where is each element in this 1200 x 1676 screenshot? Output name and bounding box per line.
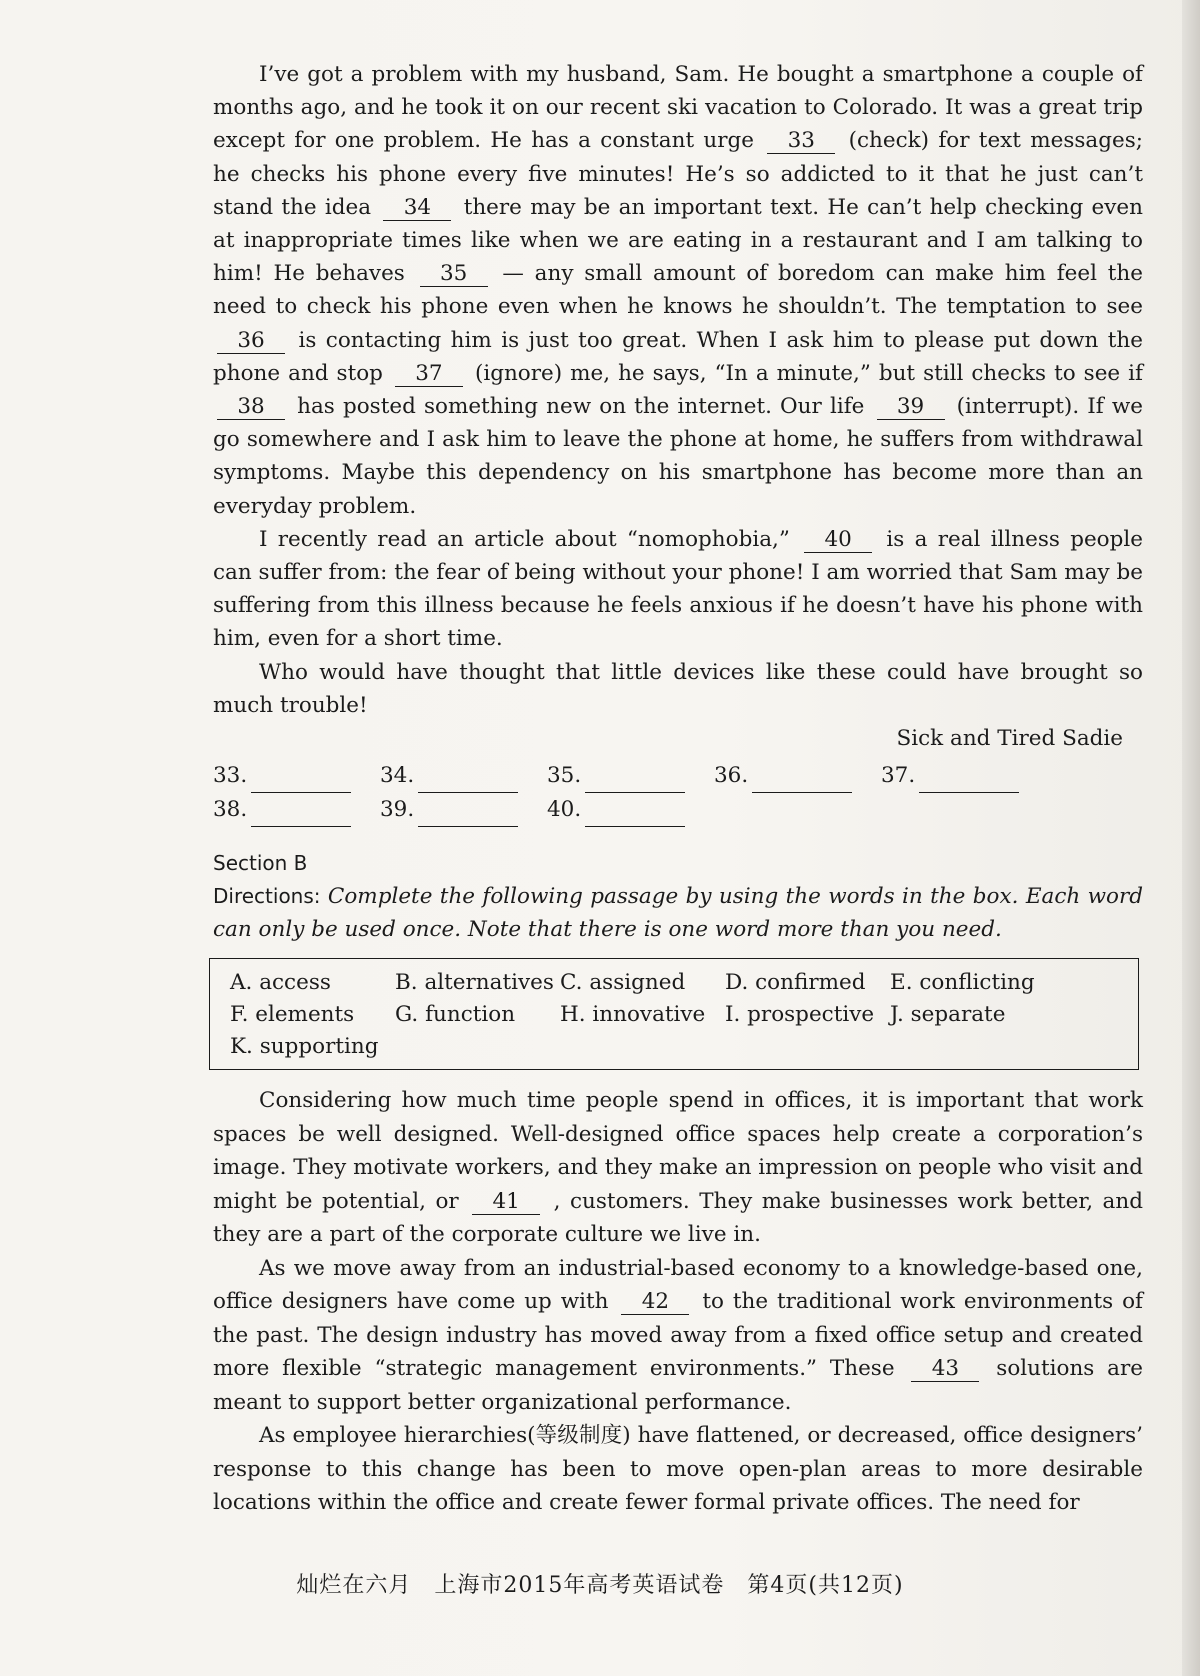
answer-row-2 bbox=[213, 793, 1143, 827]
letter-signature: Sick and Tired Sadie bbox=[896, 726, 1123, 752]
letter-paragraph-2: I recently read an article about “nomophobia,” 40 is a real illness people can suffer from: the fear of being without your phone! I am worried that Sam may be suffering from this illness because he feels anxious if he doesn’t have his phone with him, even for a short time. bbox=[213, 526, 1143, 652]
word-option: E. conflicting bbox=[890, 970, 1035, 996]
answer-slot[interactable]: 36. bbox=[714, 759, 881, 793]
answer-slot[interactable]: 37. bbox=[881, 759, 1048, 793]
word-option: F. elements bbox=[230, 1002, 355, 1028]
blank-39[interactable]: 39 bbox=[877, 395, 945, 420]
blank-35[interactable]: 35 bbox=[420, 262, 488, 287]
blank-37[interactable]: 37 bbox=[395, 362, 463, 387]
blank-40[interactable]: 40 bbox=[804, 528, 872, 553]
blank-38[interactable]: 38 bbox=[217, 395, 285, 420]
page-content bbox=[213, 58, 1143, 1520]
word-option: J. separate bbox=[890, 1002, 1006, 1028]
letter-paragraph-1: I’ve got a problem with my husband, Sam. He bought a smartphone a couple of months ago, and he took it on our recent ski vacation to Colorado. It was a great trip except for one problem. He has a constant urge 33 (check) for text messages; he checks his phone every five minutes! He’s so addicted to it that he just can’t stand the idea 34 there may be an important text. He can’t help checking even at inappropriate times like when we are eating in a restaurant and I am talking to him! He behaves 35 — any small amount of boredom can make him feel the need to check his phone even when he knows he shouldn’t. The temptation to see 36 is contacting him is just too great. When I ask him to please put down the phone and stop 37 (ignore) me, he says, “In a minute,” but still checks to see if 38 has posted something new on the internet. Our life 39 (interrupt). If we go somewhere and I ask him to leave the phone at home, he suffers from withdrawal symptoms. Maybe this dependency on his smartphone has become more than an everyday problem. bbox=[213, 62, 1143, 519]
blank-33[interactable]: 33 bbox=[767, 129, 835, 154]
directions-text: Complete the following passage by using the words in the box. Each word can only be used once. Note that there is one word more than you need. bbox=[213, 884, 1143, 943]
word-bank-box bbox=[209, 958, 1139, 1070]
blank-41[interactable]: 41 bbox=[472, 1190, 540, 1215]
letter-paragraph-3: Who would have thought that little devices like these could have brought so much trouble! bbox=[213, 659, 1143, 718]
passage-paragraph-3: As employee hierarchies(等级制度) have flattened, or decreased, office designers’ response to this change has been to move open-plan areas to more desirable locations within the office and create fewer formal private offices. The need for bbox=[213, 1423, 1143, 1516]
answer-row-1 bbox=[213, 759, 1143, 793]
blank-36[interactable]: 36 bbox=[217, 329, 285, 354]
answer-slot[interactable]: 39. bbox=[380, 793, 547, 827]
answer-slot[interactable]: 33. bbox=[213, 759, 380, 793]
word-option: H. innovative bbox=[560, 1002, 706, 1028]
word-option: C. assigned bbox=[560, 970, 686, 996]
directions-label: Directions: bbox=[213, 884, 321, 909]
passage-paragraph-2: As we move away from an industrial-based economy to a knowledge-based one, office designers have come up with 42 to the traditional work environments of the past. The design industry has moved away from a fixed office setup and created more flexible “strategic management environments.” These 43 solutions are meant to support better organizational performance. bbox=[213, 1255, 1143, 1415]
answer-lines bbox=[213, 759, 1143, 827]
word-option: I. prospective bbox=[725, 1002, 875, 1028]
answer-slot[interactable]: 40. bbox=[547, 793, 714, 827]
word-option: A. access bbox=[230, 970, 331, 996]
answer-slot[interactable]: 34. bbox=[380, 759, 547, 793]
word-option: K. supporting bbox=[230, 1034, 379, 1060]
word-option: G. function bbox=[395, 1002, 516, 1028]
blank-43[interactable]: 43 bbox=[911, 1357, 979, 1382]
answer-slot[interactable]: 35. bbox=[547, 759, 714, 793]
passage-paragraph-1: Considering how much time people spend in offices, it is important that work spaces be well designed. Well-designed office spaces help create a corporation’s image. They motivate workers, and they make an impression on people who visit and might be potential, or 41 , customers. They make businesses work better, and they are a part of the corporate culture we live in. bbox=[213, 1088, 1143, 1248]
word-option: B. alternatives bbox=[395, 970, 554, 996]
page-edge-shadow bbox=[1182, 0, 1200, 1676]
answer-slot[interactable]: 38. bbox=[213, 793, 380, 827]
blank-34[interactable]: 34 bbox=[383, 196, 451, 221]
page-footer: 灿烂在六月 上海市2015年高考英语试卷 第4页(共12页) bbox=[296, 1573, 904, 1598]
section-b-directions bbox=[213, 880, 1143, 946]
blank-42[interactable]: 42 bbox=[621, 1290, 689, 1315]
word-option: D. confirmed bbox=[725, 970, 866, 996]
section-b-title: Section B bbox=[213, 851, 308, 876]
